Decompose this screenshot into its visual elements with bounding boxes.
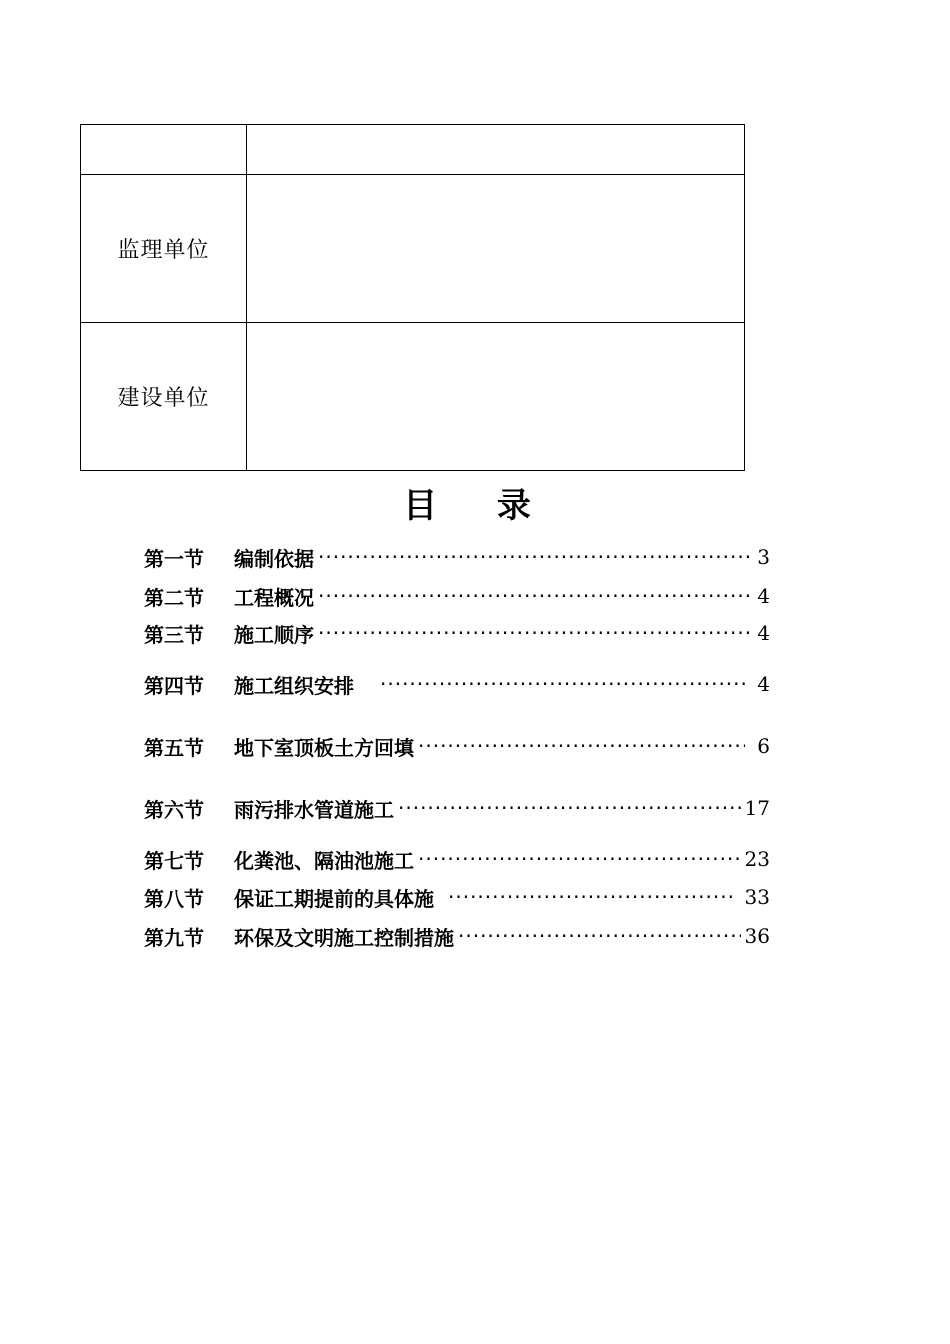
toc-section-title: 雨污排水管道施工	[234, 797, 394, 822]
toc-page-number: 4	[757, 584, 770, 608]
toc-leader-dots	[318, 545, 753, 569]
row-label-supervision-unit: 监理单位	[81, 175, 247, 323]
toc-page-number: 3	[757, 545, 770, 569]
toc-page-number: 4	[757, 672, 770, 696]
toc-leader-dots	[398, 796, 741, 820]
toc-entry[interactable]	[144, 921, 770, 951]
toc-section-title: 施工组织安排	[234, 673, 354, 698]
toc-page-number: 23	[744, 847, 770, 871]
toc-section-number: 第九节	[144, 925, 204, 950]
toc-section-title: 保证工期提前的具体施	[234, 886, 434, 911]
toc-leader-dots	[448, 885, 733, 909]
toc-entry[interactable]	[144, 844, 770, 874]
row-content-cell	[247, 175, 745, 323]
toc-section-number: 第五节	[144, 735, 204, 760]
table-row	[81, 175, 745, 323]
toc-section-number: 第三节	[144, 622, 204, 647]
row-content-cell	[247, 125, 745, 175]
row-label-construction-unit: 建设单位	[81, 323, 247, 471]
toc-section-title: 环保及文明施工控制措施	[234, 925, 454, 950]
toc-section-title: 编制依据	[234, 546, 314, 571]
toc-entry[interactable]	[144, 882, 770, 912]
toc-section-number: 第二节	[144, 585, 204, 610]
toc-page-number: 33	[744, 885, 770, 909]
toc-entry[interactable]	[144, 793, 770, 823]
toc-section-number: 第八节	[144, 886, 204, 911]
toc-leader-dots	[318, 584, 753, 608]
toc-entry[interactable]	[144, 731, 770, 761]
toc-leader-dots	[380, 672, 745, 696]
toc-page-number: 6	[757, 734, 770, 758]
toc-page-number: 4	[757, 621, 770, 645]
row-label	[81, 125, 247, 175]
toc-entry[interactable]	[144, 669, 770, 699]
toc-leader-dots	[418, 847, 741, 871]
toc-leader-dots	[318, 621, 753, 645]
toc-section-number: 第六节	[144, 797, 204, 822]
toc-section-number: 第七节	[144, 848, 204, 873]
toc-page-number: 36	[744, 924, 770, 948]
toc-section-title: 化粪池、隔油池施工	[234, 848, 414, 873]
toc-title: 目 录	[403, 486, 555, 526]
toc-section-title: 地下室顶板土方回填	[234, 735, 414, 760]
toc-section-title: 施工顺序	[234, 622, 314, 647]
table-row	[81, 323, 745, 471]
toc-entry[interactable]	[144, 542, 770, 572]
toc-section-number: 第四节	[144, 673, 204, 698]
row-content-cell	[247, 323, 745, 471]
toc-leader-dots	[418, 734, 745, 758]
toc-section-title: 工程概况	[234, 585, 314, 610]
toc-section-number: 第一节	[144, 546, 204, 571]
toc-leader-dots	[458, 924, 741, 948]
signature-table	[80, 124, 745, 471]
toc-entry[interactable]	[144, 618, 770, 648]
toc-page-number: 17	[744, 796, 770, 820]
toc-entry[interactable]	[144, 581, 770, 611]
table-row	[81, 125, 745, 175]
